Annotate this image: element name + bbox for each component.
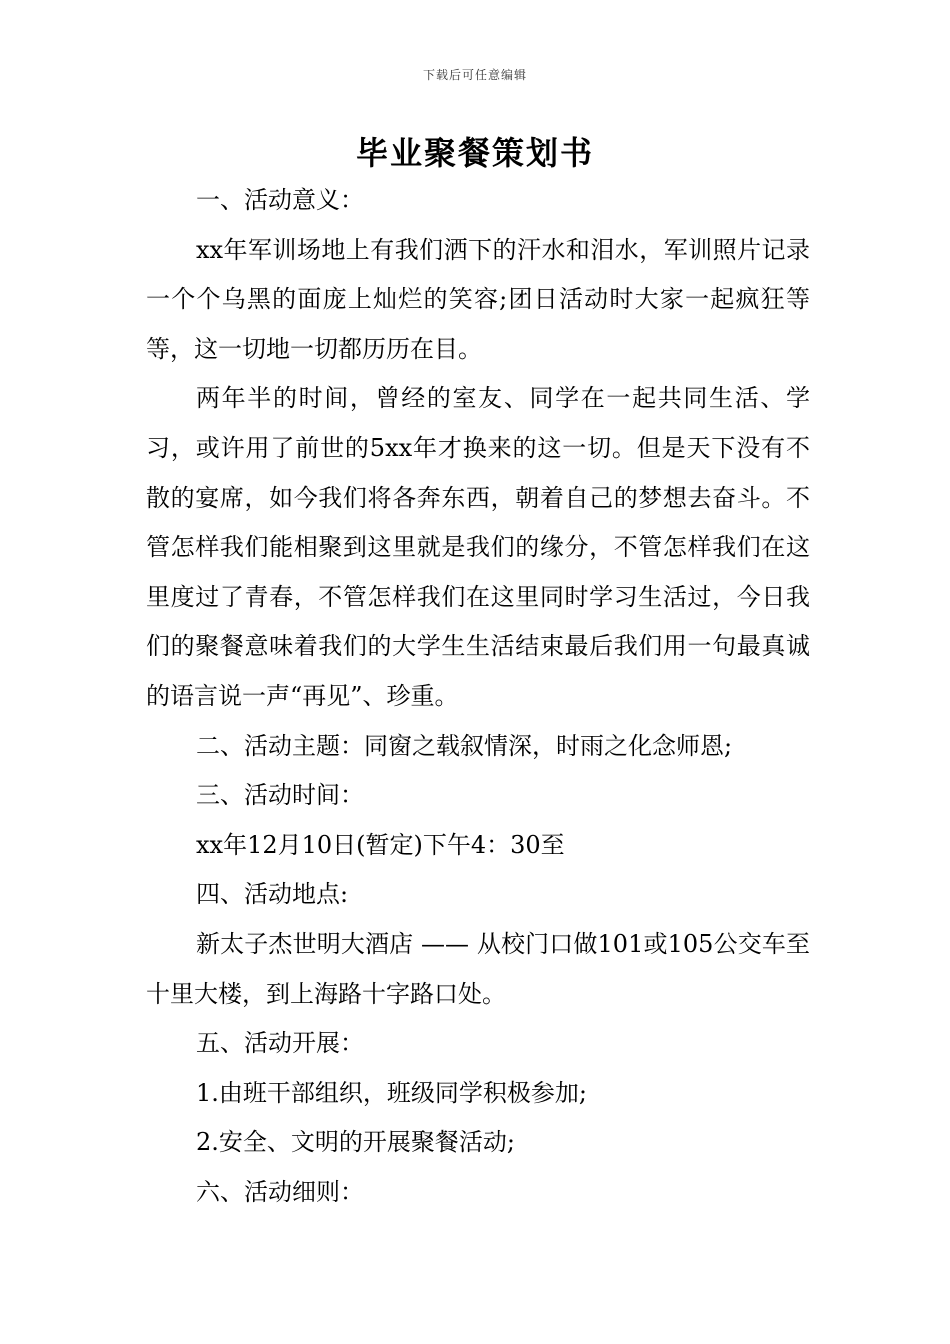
document-body xyxy=(146,176,810,1217)
header-note: 下载后可任意编辑 xyxy=(422,68,527,82)
paragraph-location: 新太子杰世明大酒店 —— 从校门口做101或105公交车至十里大楼，到上海路十字路口处。 xyxy=(146,929,810,1008)
list-item-organize: 1.由班干部组织，班级同学积极参加; xyxy=(196,1078,587,1107)
document-title: 毕业聚餐策划书 xyxy=(355,134,594,172)
list-item-safety: 2.安全、文明的开展聚餐活动; xyxy=(196,1128,515,1157)
section-heading-significance: 一、活动意义： xyxy=(196,186,364,214)
section-heading-location: 四、活动地点: xyxy=(196,880,349,909)
section-heading-theme: 二、活动主题：同窗之载叙情深，时雨之化念师恩; xyxy=(196,731,733,760)
section-heading-rules: 六、活动细则： xyxy=(196,1177,364,1206)
paragraph-time: xx年12月10日(暂定)下午4：30至 xyxy=(196,830,565,859)
section-heading-conduct: 五、活动开展： xyxy=(196,1029,364,1058)
paragraph-military-training: xx年军训场地上有我们洒下的汗水和泪水，军训照片记录一个个乌黑的面庞上灿烂的笑容;团日活动时大家一起疯狂等等，这一切地一切都历历在目。 xyxy=(146,235,810,363)
paragraph-two-and-half-years: 两年半的时间，曾经的室友、同学在一起共同生活、学习，或许用了前世的5xx年才换来的这一切。但是天下没有不散的宴席，如今我们将各奔东西，朝着自己的梦想去奋斗。不管怎样我们能相聚到这里就是我们的缘分，不管怎样我们在这里度过了青春，不管怎样我们在这里同时学习生活过，今日我们的聚餐意味着我们的大学生生活结束最后我们用一句最真诚的语言说一声“再见”、珍重。 xyxy=(146,384,810,710)
section-heading-time: 三、活动时间： xyxy=(196,781,364,810)
